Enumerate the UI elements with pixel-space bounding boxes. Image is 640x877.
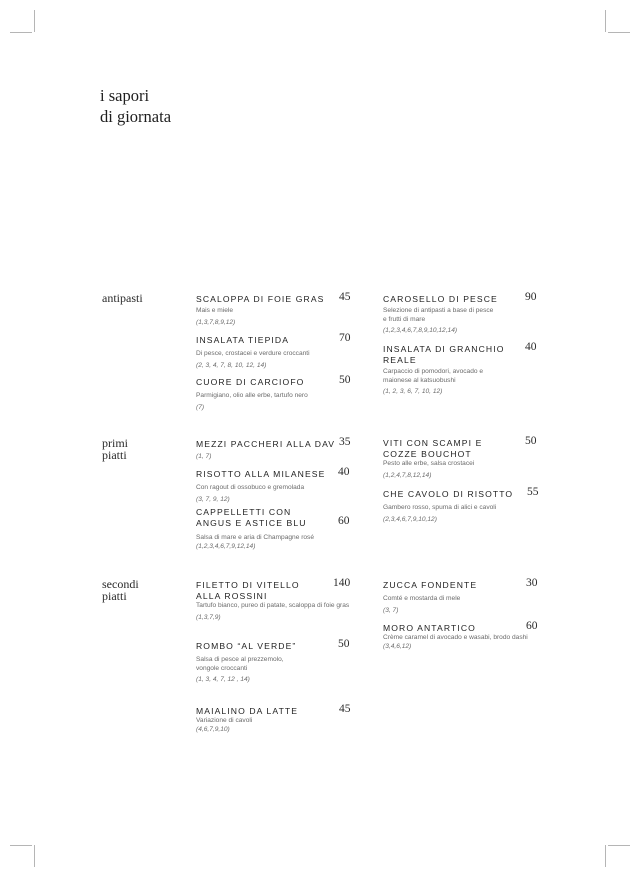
- item-name: INSALATA DI GRANCHIO REALE: [383, 344, 505, 365]
- item-name: MORO ANTARTICO: [383, 623, 476, 633]
- section-label-line: secondi: [102, 577, 139, 591]
- menu-item: [196, 507, 358, 551]
- menu-item: [383, 341, 545, 397]
- item-name: CAPPELLETTI CON ANGUS E ASTICE BLU: [196, 507, 307, 528]
- item-name: MAIALINO DA LATTE: [196, 706, 299, 716]
- item-price: 50: [338, 638, 350, 650]
- item-description: Parmigiano, olio alle erbe, tartufo nero: [196, 392, 308, 399]
- menu-item: [196, 577, 358, 622]
- item-price: 40: [338, 466, 350, 478]
- menu-item: [196, 374, 358, 412]
- menu-item: [383, 620, 545, 651]
- crop-mark: [608, 32, 630, 33]
- item-allergens: (1,2,3,4,6,7,8,9,10,12,14): [383, 327, 458, 335]
- item-allergens: (2,3,4,6,7,9,10,12): [383, 515, 437, 523]
- item-allergens: (1,3,7,9): [196, 613, 221, 621]
- item-description: Comté e mostarda di mele: [383, 595, 461, 602]
- item-description: Carpaccio di pomodori, avocado e maionese al katsuobushi: [383, 368, 484, 384]
- crop-mark: [605, 845, 606, 867]
- item-allergens: (1,3,7,8,9,12): [196, 318, 236, 326]
- menu-item: [196, 291, 358, 327]
- item-name: CUORE DI CARCIOFO: [196, 377, 305, 387]
- item-allergens: (2, 3, 4, 7, 8, 10, 12, 14): [196, 361, 267, 369]
- page-title: [100, 85, 171, 127]
- item-price: 50: [525, 435, 537, 447]
- item-allergens: (1,2,3,4,6,7,9,12,14): [196, 542, 256, 550]
- menu-item: [196, 703, 358, 734]
- crop-mark: [608, 845, 630, 846]
- item-name: MEZZI PACCHERI ALLA DAV: [196, 439, 336, 449]
- menu-item: [383, 486, 545, 524]
- item-name: CAROSELLO DI PESCE: [383, 294, 498, 304]
- section-label-secondi: [102, 578, 139, 602]
- section-label-antipasti: [102, 292, 143, 304]
- item-description: Salsa di mare e aria di Champagne rosé: [196, 534, 315, 541]
- crop-mark: [34, 10, 35, 32]
- item-price: 50: [339, 374, 351, 386]
- item-description: Selezione di antipasti a base di pesce e frutti di mare: [383, 307, 494, 323]
- item-price: 45: [339, 291, 351, 303]
- item-description: Gambero rosso, spuma di alici e cavoli: [383, 504, 497, 511]
- menu-item: [196, 436, 358, 462]
- item-description: Crème caramel di avocado e wasabi, brodo dashi: [383, 634, 528, 641]
- menu-item: [383, 577, 545, 615]
- section-label-line: primi: [102, 436, 128, 450]
- crop-mark: [10, 845, 32, 846]
- item-description: Tartufo bianco, pureo di patate, scaloppa di foie gras: [196, 602, 350, 609]
- menu-item: [383, 435, 545, 480]
- item-name: VITI CON SCAMPI E COZZE BOUCHOT: [383, 438, 483, 459]
- crop-mark: [34, 845, 35, 867]
- item-allergens: (7): [196, 403, 205, 411]
- item-allergens: (1, 7): [196, 453, 212, 460]
- crop-mark: [10, 32, 32, 33]
- crop-mark: [605, 10, 606, 32]
- item-price: 55: [527, 486, 539, 498]
- menu-item: [383, 291, 545, 336]
- item-price: 90: [525, 291, 537, 303]
- item-name: ROMBO “AL VERDE”: [196, 641, 297, 651]
- item-price: 60: [526, 620, 538, 632]
- section-label-line: piatti: [102, 448, 127, 462]
- item-description: Con ragout di ossobuco e gremolada: [196, 484, 305, 491]
- item-allergens: (4,6,7,9,10): [196, 725, 230, 733]
- page-title-line: di giornata: [100, 107, 172, 126]
- item-name: CHE CAVOLO DI RISOTTO: [383, 489, 514, 499]
- item-description: Mais e miele: [196, 307, 234, 314]
- item-price: 35: [339, 436, 351, 448]
- item-price: 140: [333, 577, 351, 589]
- item-allergens: (1, 3, 4, 7, 12 , 14): [196, 676, 250, 684]
- item-allergens: (3, 7, 9, 12): [196, 495, 230, 503]
- item-name: INSALATA TIEPIDA: [196, 335, 290, 345]
- item-description: Salsa di pesce al prezzemolo, vongole croccanti: [196, 656, 284, 672]
- section-label-line: antipasti: [102, 291, 143, 305]
- item-description: Variazione di cavoli: [196, 717, 253, 724]
- item-allergens: (3, 7): [383, 606, 399, 614]
- item-price: 30: [526, 577, 538, 589]
- item-allergens: (3,4,6,12): [383, 642, 412, 650]
- item-price: 70: [339, 332, 351, 344]
- item-name: FILETTO DI VITELLO ALLA ROSSINI: [196, 580, 300, 601]
- section-label-line: piatti: [102, 589, 127, 603]
- menu-item: [196, 332, 358, 370]
- item-price: 40: [525, 341, 537, 353]
- page-title-line: i sapori: [100, 86, 150, 105]
- item-price: 60: [338, 515, 350, 527]
- item-name: SCALOPPA DI FOIE GRAS: [196, 294, 325, 304]
- item-name: RISOTTO ALLA MILANESE: [196, 469, 326, 479]
- item-name: ZUCCA FONDENTE: [383, 580, 478, 590]
- item-description: Pesto alle erbe, salsa crostacei: [383, 460, 475, 467]
- item-allergens: (1, 2, 3, 6, 7, 10, 12): [383, 388, 443, 396]
- menu-item: [196, 638, 358, 685]
- item-description: Di pesce, crostacei e verdure croccanti: [196, 350, 310, 357]
- item-allergens: (1,2,4,7,8,12,14): [383, 471, 432, 479]
- section-label-primi: [102, 437, 128, 461]
- item-price: 45: [339, 703, 351, 715]
- menu-item: [196, 466, 358, 504]
